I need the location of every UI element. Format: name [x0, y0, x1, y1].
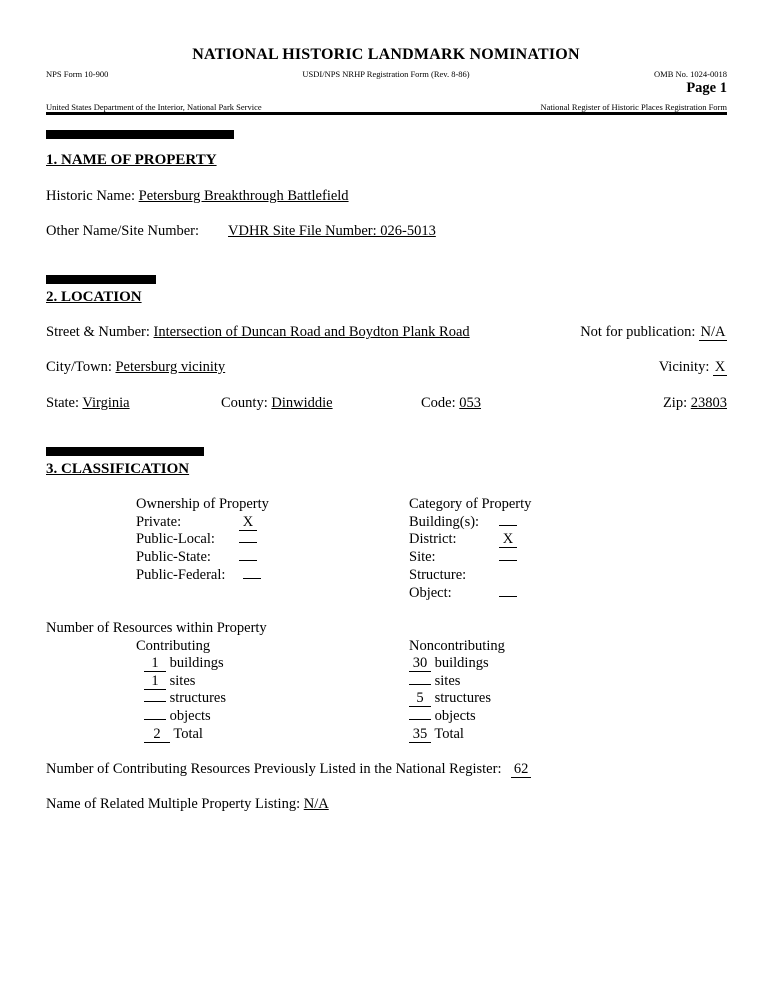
object-value — [499, 585, 517, 602]
contributing-sites-row — [144, 673, 195, 690]
private-blank: X — [239, 515, 257, 531]
contributing-total-row — [144, 726, 203, 743]
contributing-objects-row — [144, 708, 211, 725]
public-local-value — [239, 531, 257, 548]
street-value: Intersection of Duncan Road and Boydton Plank Road — [153, 324, 470, 340]
state-value: Virginia — [82, 395, 130, 411]
public-local-label: Public-Local: — [136, 531, 215, 547]
noncontributing-total-count: 35 — [409, 727, 431, 743]
form-title: NATIONAL HISTORIC LANDMARK NOMINATION — [192, 46, 580, 63]
site-blank — [499, 560, 517, 561]
contributing-sites-count: 1 — [144, 674, 166, 690]
code-row — [421, 395, 481, 412]
contributing-objects-count — [144, 719, 166, 720]
category-heading: Category of Property — [409, 496, 532, 512]
register-label: National Register of Historic Places Registration Form — [540, 102, 727, 112]
section-bar-1 — [46, 130, 234, 139]
public-federal-blank — [243, 578, 261, 579]
related-listing-value: N/A — [303, 796, 329, 812]
noncontributing-buildings-count: 30 — [409, 656, 431, 672]
noncontributing-total-row — [409, 726, 464, 743]
not-for-publication-value: N/A — [700, 324, 726, 340]
building-label: Building(s): — [409, 514, 480, 530]
noncontributing-structures-count: 5 — [409, 691, 431, 707]
zip-label: Zip: — [662, 395, 688, 411]
omb-number: OMB No. 1024-0018 — [654, 69, 727, 79]
section-bar-3 — [46, 447, 204, 456]
contributing-buildings-count: 1 — [144, 656, 166, 672]
public-federal-label: Public-Federal: — [136, 567, 226, 583]
section-heading-location: 2. LOCATION — [46, 289, 142, 305]
site-value — [499, 549, 517, 566]
zip-row — [663, 395, 727, 412]
noncontributing-buildings-row — [409, 655, 489, 672]
street-row — [46, 324, 470, 341]
public-state-value — [239, 549, 257, 566]
code-label: Code: — [421, 395, 456, 411]
contributing-buildings-label: buildings — [169, 655, 224, 671]
noncontributing-objects-row — [409, 708, 476, 725]
building-blank — [499, 525, 517, 526]
noncontributing-sites-row — [409, 673, 460, 690]
resources-heading: Number of Resources within Property — [46, 620, 267, 636]
district-value — [499, 531, 517, 548]
county-label: County: — [221, 395, 268, 411]
building-value — [499, 514, 517, 531]
public-state-blank — [239, 560, 257, 561]
noncontributing-sites-label: sites — [434, 673, 461, 689]
section-bar-2 — [46, 275, 156, 284]
noncontributing-sites-count — [409, 684, 431, 685]
noncontributing-buildings-label: buildings — [434, 655, 489, 671]
section-heading-name: 1. NAME OF PROPERTY — [46, 152, 217, 168]
department-label: United States Department of the Interior, National Park Service — [46, 102, 262, 112]
contributing-total-count: 2 — [144, 727, 170, 743]
contributing-structures-row — [144, 690, 226, 707]
section-heading-classification: 3. CLASSIFICATION — [46, 461, 190, 477]
ownership-heading: Ownership of Property — [136, 496, 269, 512]
code-value: 053 — [459, 395, 482, 411]
other-name-label: Other Name/Site Number: — [46, 223, 200, 239]
vicinity-row — [659, 359, 727, 376]
not-for-publication-row — [580, 324, 727, 341]
other-name-value: VDHR Site File Number: 026-5013 — [228, 223, 436, 239]
object-label: Object: — [409, 585, 452, 601]
historic-name-label: Historic Name: — [46, 188, 135, 204]
city-row — [46, 359, 225, 376]
noncontributing-structures-row — [409, 690, 491, 707]
registration-form-label: USDI/NPS NRHP Registration Form (Rev. 8-86) — [302, 69, 470, 79]
district-blank: X — [499, 532, 517, 548]
public-state-label: Public-State: — [136, 549, 211, 565]
noncontributing-objects-label: objects — [434, 708, 476, 724]
state-row — [46, 395, 130, 412]
previously-listed-label: Number of Contributing Resources Previously Listed in the National Register: — [46, 761, 502, 777]
city-label: City/Town: — [46, 359, 112, 375]
structure-label: Structure: — [409, 567, 467, 583]
street-label: Street & Number: — [46, 324, 150, 340]
zip-value: 23803 — [690, 395, 727, 411]
vicinity-label: Vicinity: — [658, 359, 710, 375]
page-number: Page 1 — [686, 80, 727, 96]
contributing-sites-label: sites — [169, 673, 196, 689]
form-number: NPS Form 10-900 — [46, 69, 109, 79]
object-blank — [499, 596, 517, 597]
related-listing-label: Name of Related Multiple Property Listing: — [46, 796, 301, 812]
previously-listed-row — [46, 761, 531, 778]
private-label: Private: — [136, 514, 182, 530]
noncontributing-heading: Noncontributing — [409, 638, 505, 654]
noncontributing-objects-count — [409, 719, 431, 720]
previously-listed-value: 62 — [511, 762, 531, 778]
city-value: Petersburg vicinity — [115, 359, 226, 375]
contributing-structures-count — [144, 701, 166, 702]
noncontributing-total-label: Total — [434, 726, 464, 742]
site-label: Site: — [409, 549, 436, 565]
private-value — [239, 514, 257, 531]
district-label: District: — [409, 531, 457, 547]
county-row — [221, 395, 333, 412]
contributing-heading: Contributing — [136, 638, 211, 654]
contributing-objects-label: objects — [169, 708, 211, 724]
contributing-total-label: Total — [173, 726, 203, 742]
vicinity-value: X — [714, 359, 726, 375]
contributing-structures-label: structures — [169, 690, 226, 706]
public-federal-value — [243, 567, 261, 584]
historic-name-value: Petersburg Breakthrough Battlefield — [138, 188, 349, 204]
header-rule — [46, 112, 727, 115]
related-listing-row — [46, 796, 329, 813]
county-value: Dinwiddie — [271, 395, 333, 411]
not-for-publication-label: Not for publication: — [580, 324, 696, 340]
state-label: State: — [46, 395, 80, 411]
historic-name-row — [46, 188, 349, 205]
noncontributing-structures-label: structures — [434, 690, 491, 706]
public-local-blank — [239, 542, 257, 543]
contributing-buildings-row — [144, 655, 224, 672]
